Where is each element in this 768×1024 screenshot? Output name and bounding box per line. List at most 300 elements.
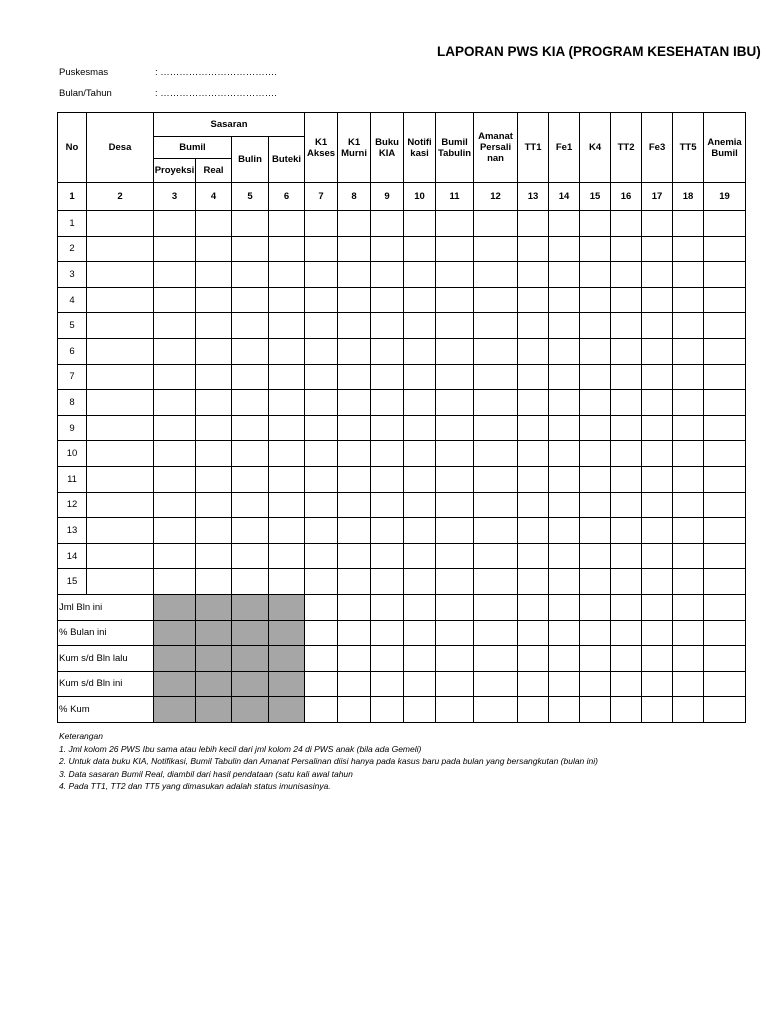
data-cell[interactable] xyxy=(371,390,404,416)
data-cell[interactable] xyxy=(673,364,704,390)
data-cell[interactable] xyxy=(704,287,746,313)
data-cell[interactable] xyxy=(269,441,305,467)
data-cell[interactable] xyxy=(232,492,269,518)
data-cell[interactable] xyxy=(371,697,404,723)
data-cell[interactable] xyxy=(436,262,474,288)
data-cell[interactable] xyxy=(704,338,746,364)
data-cell[interactable] xyxy=(549,569,580,595)
data-cell[interactable] xyxy=(305,492,338,518)
data-cell[interactable] xyxy=(673,262,704,288)
data-cell[interactable] xyxy=(518,390,549,416)
data-cell[interactable] xyxy=(196,364,232,390)
data-cell[interactable] xyxy=(232,569,269,595)
data-cell[interactable] xyxy=(642,594,673,620)
data-cell[interactable] xyxy=(549,518,580,544)
data-cell[interactable] xyxy=(154,313,196,339)
data-cell[interactable] xyxy=(436,620,474,646)
data-cell[interactable] xyxy=(580,620,611,646)
data-cell[interactable] xyxy=(642,313,673,339)
data-cell[interactable] xyxy=(518,569,549,595)
data-cell[interactable] xyxy=(673,211,704,237)
data-cell[interactable] xyxy=(404,390,436,416)
data-cell[interactable] xyxy=(611,569,642,595)
data-cell[interactable] xyxy=(269,543,305,569)
data-cell[interactable] xyxy=(611,646,642,672)
data-cell[interactable] xyxy=(549,313,580,339)
data-cell[interactable] xyxy=(338,569,371,595)
data-cell[interactable] xyxy=(474,236,518,262)
data-cell[interactable] xyxy=(338,211,371,237)
data-cell[interactable] xyxy=(673,543,704,569)
data-cell[interactable] xyxy=(404,262,436,288)
data-cell[interactable] xyxy=(269,262,305,288)
data-cell[interactable] xyxy=(371,543,404,569)
data-cell[interactable] xyxy=(580,415,611,441)
data-cell[interactable] xyxy=(611,441,642,467)
data-cell[interactable] xyxy=(642,338,673,364)
data-cell[interactable] xyxy=(518,313,549,339)
data-cell[interactable] xyxy=(474,697,518,723)
data-cell[interactable] xyxy=(611,364,642,390)
data-cell[interactable] xyxy=(474,594,518,620)
data-cell[interactable] xyxy=(436,466,474,492)
data-cell[interactable] xyxy=(673,466,704,492)
data-cell[interactable] xyxy=(404,492,436,518)
data-cell[interactable] xyxy=(371,492,404,518)
data-cell[interactable] xyxy=(611,697,642,723)
data-cell[interactable] xyxy=(642,697,673,723)
data-cell[interactable] xyxy=(196,466,232,492)
data-cell[interactable] xyxy=(338,364,371,390)
data-cell[interactable] xyxy=(549,287,580,313)
data-cell[interactable] xyxy=(371,466,404,492)
data-cell[interactable] xyxy=(404,313,436,339)
data-cell[interactable] xyxy=(704,492,746,518)
data-cell[interactable] xyxy=(611,211,642,237)
data-cell[interactable] xyxy=(196,287,232,313)
data-cell[interactable] xyxy=(673,671,704,697)
data-cell[interactable] xyxy=(338,287,371,313)
data-cell[interactable] xyxy=(87,338,154,364)
data-cell[interactable] xyxy=(305,287,338,313)
data-cell[interactable] xyxy=(611,313,642,339)
data-cell[interactable] xyxy=(673,646,704,672)
data-cell[interactable] xyxy=(371,620,404,646)
data-cell[interactable] xyxy=(196,262,232,288)
data-cell[interactable] xyxy=(269,466,305,492)
data-cell[interactable] xyxy=(580,492,611,518)
data-cell[interactable] xyxy=(549,671,580,697)
data-cell[interactable] xyxy=(338,441,371,467)
data-cell[interactable] xyxy=(673,338,704,364)
data-cell[interactable] xyxy=(154,236,196,262)
data-cell[interactable] xyxy=(436,569,474,595)
data-cell[interactable] xyxy=(474,390,518,416)
data-cell[interactable] xyxy=(305,441,338,467)
data-cell[interactable] xyxy=(338,620,371,646)
data-cell[interactable] xyxy=(580,697,611,723)
data-cell[interactable] xyxy=(611,671,642,697)
data-cell[interactable] xyxy=(580,338,611,364)
data-cell[interactable] xyxy=(642,236,673,262)
data-cell[interactable] xyxy=(305,543,338,569)
data-cell[interactable] xyxy=(673,492,704,518)
data-cell[interactable] xyxy=(704,364,746,390)
data-cell[interactable] xyxy=(642,390,673,416)
data-cell[interactable] xyxy=(305,697,338,723)
data-cell[interactable] xyxy=(704,415,746,441)
data-cell[interactable] xyxy=(518,697,549,723)
data-cell[interactable] xyxy=(232,262,269,288)
data-cell[interactable] xyxy=(518,620,549,646)
data-cell[interactable] xyxy=(549,441,580,467)
data-cell[interactable] xyxy=(305,211,338,237)
data-cell[interactable] xyxy=(154,518,196,544)
data-cell[interactable] xyxy=(87,492,154,518)
data-cell[interactable] xyxy=(371,364,404,390)
data-cell[interactable] xyxy=(704,390,746,416)
data-cell[interactable] xyxy=(673,569,704,595)
data-cell[interactable] xyxy=(154,262,196,288)
data-cell[interactable] xyxy=(371,236,404,262)
data-cell[interactable] xyxy=(474,262,518,288)
data-cell[interactable] xyxy=(549,236,580,262)
data-cell[interactable] xyxy=(580,441,611,467)
data-cell[interactable] xyxy=(704,441,746,467)
data-cell[interactable] xyxy=(549,492,580,518)
data-cell[interactable] xyxy=(338,415,371,441)
data-cell[interactable] xyxy=(436,338,474,364)
data-cell[interactable] xyxy=(474,415,518,441)
data-cell[interactable] xyxy=(549,697,580,723)
data-cell[interactable] xyxy=(232,338,269,364)
data-cell[interactable] xyxy=(269,211,305,237)
data-cell[interactable] xyxy=(642,620,673,646)
data-cell[interactable] xyxy=(232,211,269,237)
data-cell[interactable] xyxy=(87,415,154,441)
data-cell[interactable] xyxy=(87,287,154,313)
data-cell[interactable] xyxy=(338,236,371,262)
data-cell[interactable] xyxy=(196,211,232,237)
data-cell[interactable] xyxy=(704,671,746,697)
data-cell[interactable] xyxy=(642,646,673,672)
data-cell[interactable] xyxy=(704,313,746,339)
data-cell[interactable] xyxy=(404,569,436,595)
data-cell[interactable] xyxy=(305,466,338,492)
data-cell[interactable] xyxy=(269,364,305,390)
data-cell[interactable] xyxy=(371,646,404,672)
data-cell[interactable] xyxy=(338,543,371,569)
data-cell[interactable] xyxy=(580,262,611,288)
data-cell[interactable] xyxy=(642,466,673,492)
data-cell[interactable] xyxy=(642,262,673,288)
data-cell[interactable] xyxy=(371,415,404,441)
data-cell[interactable] xyxy=(305,390,338,416)
data-cell[interactable] xyxy=(338,390,371,416)
data-cell[interactable] xyxy=(518,236,549,262)
data-cell[interactable] xyxy=(436,518,474,544)
data-cell[interactable] xyxy=(154,492,196,518)
data-cell[interactable] xyxy=(338,262,371,288)
data-cell[interactable] xyxy=(642,211,673,237)
data-cell[interactable] xyxy=(611,262,642,288)
data-cell[interactable] xyxy=(704,697,746,723)
data-cell[interactable] xyxy=(196,441,232,467)
data-cell[interactable] xyxy=(371,518,404,544)
data-cell[interactable] xyxy=(518,518,549,544)
data-cell[interactable] xyxy=(87,390,154,416)
data-cell[interactable] xyxy=(474,620,518,646)
data-cell[interactable] xyxy=(704,466,746,492)
data-cell[interactable] xyxy=(404,543,436,569)
data-cell[interactable] xyxy=(436,236,474,262)
data-cell[interactable] xyxy=(474,543,518,569)
data-cell[interactable] xyxy=(404,287,436,313)
data-cell[interactable] xyxy=(580,543,611,569)
data-cell[interactable] xyxy=(305,646,338,672)
data-cell[interactable] xyxy=(518,287,549,313)
data-cell[interactable] xyxy=(196,236,232,262)
data-cell[interactable] xyxy=(474,211,518,237)
data-cell[interactable] xyxy=(580,287,611,313)
data-cell[interactable] xyxy=(305,236,338,262)
data-cell[interactable] xyxy=(518,543,549,569)
data-cell[interactable] xyxy=(154,441,196,467)
data-cell[interactable] xyxy=(404,518,436,544)
data-cell[interactable] xyxy=(436,441,474,467)
data-cell[interactable] xyxy=(611,620,642,646)
data-cell[interactable] xyxy=(642,364,673,390)
data-cell[interactable] xyxy=(549,466,580,492)
data-cell[interactable] xyxy=(404,646,436,672)
data-cell[interactable] xyxy=(704,211,746,237)
data-cell[interactable] xyxy=(580,390,611,416)
data-cell[interactable] xyxy=(611,466,642,492)
data-cell[interactable] xyxy=(642,415,673,441)
data-cell[interactable] xyxy=(154,415,196,441)
data-cell[interactable] xyxy=(232,466,269,492)
data-cell[interactable] xyxy=(673,287,704,313)
data-cell[interactable] xyxy=(673,518,704,544)
data-cell[interactable] xyxy=(436,211,474,237)
data-cell[interactable] xyxy=(704,262,746,288)
data-cell[interactable] xyxy=(269,313,305,339)
data-cell[interactable] xyxy=(474,364,518,390)
data-cell[interactable] xyxy=(580,364,611,390)
data-cell[interactable] xyxy=(87,441,154,467)
data-cell[interactable] xyxy=(673,236,704,262)
data-cell[interactable] xyxy=(269,492,305,518)
data-cell[interactable] xyxy=(474,569,518,595)
data-cell[interactable] xyxy=(269,518,305,544)
data-cell[interactable] xyxy=(305,671,338,697)
data-cell[interactable] xyxy=(338,697,371,723)
data-cell[interactable] xyxy=(371,338,404,364)
data-cell[interactable] xyxy=(549,646,580,672)
data-cell[interactable] xyxy=(232,415,269,441)
data-cell[interactable] xyxy=(87,262,154,288)
data-cell[interactable] xyxy=(371,569,404,595)
data-cell[interactable] xyxy=(580,671,611,697)
data-cell[interactable] xyxy=(704,518,746,544)
data-cell[interactable] xyxy=(518,364,549,390)
data-cell[interactable] xyxy=(518,441,549,467)
data-cell[interactable] xyxy=(404,441,436,467)
data-cell[interactable] xyxy=(642,287,673,313)
data-cell[interactable] xyxy=(404,620,436,646)
data-cell[interactable] xyxy=(232,287,269,313)
data-cell[interactable] xyxy=(611,492,642,518)
data-cell[interactable] xyxy=(518,415,549,441)
data-cell[interactable] xyxy=(87,466,154,492)
data-cell[interactable] xyxy=(704,543,746,569)
data-cell[interactable] xyxy=(154,390,196,416)
data-cell[interactable] xyxy=(474,338,518,364)
data-cell[interactable] xyxy=(87,211,154,237)
data-cell[interactable] xyxy=(474,287,518,313)
data-cell[interactable] xyxy=(642,441,673,467)
data-cell[interactable] xyxy=(518,492,549,518)
data-cell[interactable] xyxy=(474,466,518,492)
data-cell[interactable] xyxy=(518,594,549,620)
data-cell[interactable] xyxy=(371,594,404,620)
data-cell[interactable] xyxy=(305,313,338,339)
data-cell[interactable] xyxy=(269,415,305,441)
data-cell[interactable] xyxy=(474,313,518,339)
data-cell[interactable] xyxy=(436,697,474,723)
data-cell[interactable] xyxy=(474,492,518,518)
data-cell[interactable] xyxy=(232,364,269,390)
data-cell[interactable] xyxy=(436,646,474,672)
data-cell[interactable] xyxy=(611,287,642,313)
data-cell[interactable] xyxy=(436,287,474,313)
data-cell[interactable] xyxy=(87,236,154,262)
data-cell[interactable] xyxy=(196,543,232,569)
data-cell[interactable] xyxy=(642,518,673,544)
data-cell[interactable] xyxy=(673,697,704,723)
data-cell[interactable] xyxy=(436,543,474,569)
data-cell[interactable] xyxy=(404,466,436,492)
data-cell[interactable] xyxy=(338,518,371,544)
data-cell[interactable] xyxy=(580,236,611,262)
data-cell[interactable] xyxy=(305,620,338,646)
data-cell[interactable] xyxy=(154,466,196,492)
data-cell[interactable] xyxy=(518,262,549,288)
data-cell[interactable] xyxy=(269,569,305,595)
data-cell[interactable] xyxy=(642,543,673,569)
data-cell[interactable] xyxy=(549,211,580,237)
data-cell[interactable] xyxy=(404,364,436,390)
data-cell[interactable] xyxy=(580,211,611,237)
data-cell[interactable] xyxy=(549,415,580,441)
data-cell[interactable] xyxy=(704,236,746,262)
data-cell[interactable] xyxy=(404,697,436,723)
data-cell[interactable] xyxy=(704,620,746,646)
data-cell[interactable] xyxy=(196,518,232,544)
data-cell[interactable] xyxy=(305,518,338,544)
data-cell[interactable] xyxy=(611,543,642,569)
data-cell[interactable] xyxy=(549,364,580,390)
data-cell[interactable] xyxy=(436,313,474,339)
data-cell[interactable] xyxy=(154,287,196,313)
data-cell[interactable] xyxy=(704,646,746,672)
data-cell[interactable] xyxy=(338,338,371,364)
data-cell[interactable] xyxy=(154,211,196,237)
data-cell[interactable] xyxy=(518,671,549,697)
data-cell[interactable] xyxy=(673,415,704,441)
data-cell[interactable] xyxy=(611,518,642,544)
data-cell[interactable] xyxy=(196,492,232,518)
data-cell[interactable] xyxy=(704,569,746,595)
data-cell[interactable] xyxy=(232,236,269,262)
data-cell[interactable] xyxy=(196,338,232,364)
data-cell[interactable] xyxy=(518,646,549,672)
data-cell[interactable] xyxy=(338,466,371,492)
data-cell[interactable] xyxy=(196,415,232,441)
data-cell[interactable] xyxy=(305,415,338,441)
data-cell[interactable] xyxy=(371,671,404,697)
data-cell[interactable] xyxy=(87,518,154,544)
data-cell[interactable] xyxy=(518,466,549,492)
data-cell[interactable] xyxy=(611,390,642,416)
data-cell[interactable] xyxy=(611,236,642,262)
data-cell[interactable] xyxy=(371,211,404,237)
data-cell[interactable] xyxy=(232,313,269,339)
data-cell[interactable] xyxy=(580,313,611,339)
data-cell[interactable] xyxy=(673,620,704,646)
data-cell[interactable] xyxy=(404,338,436,364)
data-cell[interactable] xyxy=(673,390,704,416)
data-cell[interactable] xyxy=(87,313,154,339)
data-cell[interactable] xyxy=(404,415,436,441)
data-cell[interactable] xyxy=(642,492,673,518)
data-cell[interactable] xyxy=(154,543,196,569)
data-cell[interactable] xyxy=(232,390,269,416)
data-cell[interactable] xyxy=(549,390,580,416)
data-cell[interactable] xyxy=(338,492,371,518)
data-cell[interactable] xyxy=(642,671,673,697)
data-cell[interactable] xyxy=(704,594,746,620)
data-cell[interactable] xyxy=(436,415,474,441)
data-cell[interactable] xyxy=(549,262,580,288)
data-cell[interactable] xyxy=(371,441,404,467)
data-cell[interactable] xyxy=(474,646,518,672)
data-cell[interactable] xyxy=(580,594,611,620)
data-cell[interactable] xyxy=(611,338,642,364)
data-cell[interactable] xyxy=(436,364,474,390)
data-cell[interactable] xyxy=(474,671,518,697)
data-cell[interactable] xyxy=(549,594,580,620)
data-cell[interactable] xyxy=(673,313,704,339)
data-cell[interactable] xyxy=(580,646,611,672)
data-cell[interactable] xyxy=(642,569,673,595)
data-cell[interactable] xyxy=(338,646,371,672)
data-cell[interactable] xyxy=(404,211,436,237)
data-cell[interactable] xyxy=(232,518,269,544)
data-cell[interactable] xyxy=(87,364,154,390)
data-cell[interactable] xyxy=(436,492,474,518)
data-cell[interactable] xyxy=(196,569,232,595)
data-cell[interactable] xyxy=(87,569,154,595)
data-cell[interactable] xyxy=(338,594,371,620)
data-cell[interactable] xyxy=(580,518,611,544)
data-cell[interactable] xyxy=(474,441,518,467)
data-cell[interactable] xyxy=(474,518,518,544)
data-cell[interactable] xyxy=(305,262,338,288)
data-cell[interactable] xyxy=(549,543,580,569)
data-cell[interactable] xyxy=(269,338,305,364)
data-cell[interactable] xyxy=(269,236,305,262)
